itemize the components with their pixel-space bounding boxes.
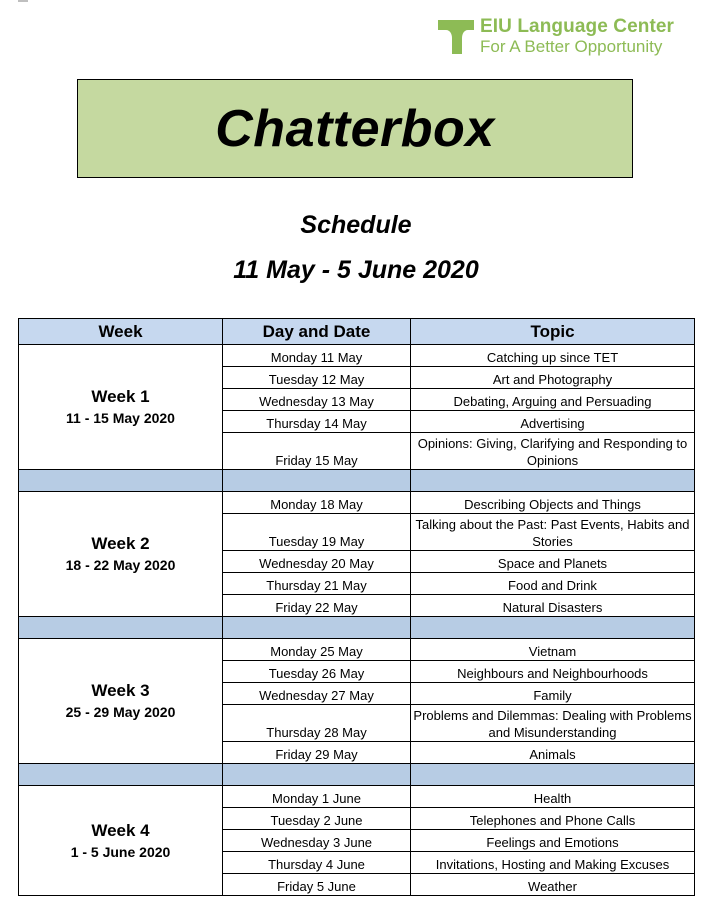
eiu-logo: [438, 16, 688, 60]
day-cell: Thursday 14 May: [223, 411, 411, 433]
day-cell: Monday 25 May: [223, 639, 411, 661]
week-2-cell: [19, 492, 223, 617]
day-cell: Monday 1 June: [223, 786, 411, 808]
day-cell: Wednesday 3 June: [223, 830, 411, 852]
day-cell: Friday 22 May: [223, 595, 411, 617]
schedule-table: [18, 318, 695, 896]
week-range: 25 - 29 May 2020: [65, 704, 176, 720]
day-cell: Monday 11 May: [223, 345, 411, 367]
topic-cell: Food and Drink: [411, 573, 695, 595]
header-day-date: Day and Date: [223, 319, 411, 345]
topic-cell: Debating, Arguing and Persuading: [411, 389, 695, 411]
week-3-cell: [19, 639, 223, 764]
topic-cell: Animals: [411, 742, 695, 764]
separator-row: [19, 617, 695, 639]
topic-cell: Feelings and Emotions: [411, 830, 695, 852]
day-cell: Wednesday 20 May: [223, 551, 411, 573]
page-title: Chatterbox: [215, 99, 495, 158]
day-cell: Friday 15 May: [223, 433, 411, 470]
week-range: 11 - 15 May 2020: [66, 410, 175, 426]
week-label: Week 4: [91, 820, 150, 840]
topic-cell: Weather: [411, 874, 695, 896]
topic-cell: Art and Photography: [411, 367, 695, 389]
schedule-heading: Schedule: [300, 211, 412, 239]
table-header-row: [19, 319, 695, 345]
topic-cell: Vietnam: [411, 639, 695, 661]
week-4-cell: [19, 786, 223, 896]
topic-cell: Health: [411, 786, 695, 808]
day-cell: Friday 29 May: [223, 742, 411, 764]
topic-cell: Opinions: Giving, Clarifying and Responding to Opinions: [411, 433, 695, 470]
topic-cell: Family: [411, 683, 695, 705]
logo-name: EIU Language Center: [480, 16, 675, 37]
day-cell: Thursday 4 June: [223, 852, 411, 874]
title-box: [77, 79, 633, 178]
week-range: 18 - 22 May 2020: [65, 557, 176, 573]
table-row: [19, 786, 695, 808]
topic-cell: Problems and Dilemmas: Dealing with Problems and Misunderstanding: [411, 705, 695, 742]
day-cell: Wednesday 27 May: [223, 683, 411, 705]
topic-cell: Advertising: [411, 411, 695, 433]
topic-cell: Space and Planets: [411, 551, 695, 573]
week-label: Week 1: [91, 387, 150, 406]
topic-cell: Telephones and Phone Calls: [411, 808, 695, 830]
day-cell: Wednesday 13 May: [223, 389, 411, 411]
topic-cell: Describing Objects and Things: [411, 492, 695, 514]
date-range-heading: 11 May - 5 June 2020: [233, 256, 479, 284]
topic-cell: Catching up since TET: [411, 345, 695, 367]
week-1-cell: [19, 345, 223, 470]
logo-tagline: For A Better Opportunity: [480, 37, 663, 56]
logo-mark-icon: [438, 18, 474, 54]
topic-cell: Natural Disasters: [411, 595, 695, 617]
separator-row: [19, 470, 695, 492]
day-cell: Friday 5 June: [223, 874, 411, 896]
header-topic: Topic: [411, 319, 695, 345]
separator-row: [19, 764, 695, 786]
day-cell: Monday 18 May: [223, 492, 411, 514]
topic-cell: Neighbours and Neighbourhoods: [411, 661, 695, 683]
day-cell: Tuesday 26 May: [223, 661, 411, 683]
table-row: [19, 345, 695, 367]
day-cell: Thursday 21 May: [223, 573, 411, 595]
topic-cell: Talking about the Past: Past Events, Habits and Stories: [411, 514, 695, 551]
topic-cell: Invitations, Hosting and Making Excuses: [411, 852, 695, 874]
day-cell: Tuesday 12 May: [223, 367, 411, 389]
week-label: Week 3: [91, 681, 150, 700]
table-row: [19, 639, 695, 661]
day-cell: Tuesday 19 May: [223, 514, 411, 551]
page-corner-mark: [18, 0, 28, 2]
header-week: Week: [19, 319, 223, 345]
table-row: [19, 492, 695, 514]
week-range: 1 - 5 June 2020: [70, 843, 171, 860]
week-label: Week 2: [91, 534, 150, 553]
day-cell: Tuesday 2 June: [223, 808, 411, 830]
day-cell: Thursday 28 May: [223, 705, 411, 742]
